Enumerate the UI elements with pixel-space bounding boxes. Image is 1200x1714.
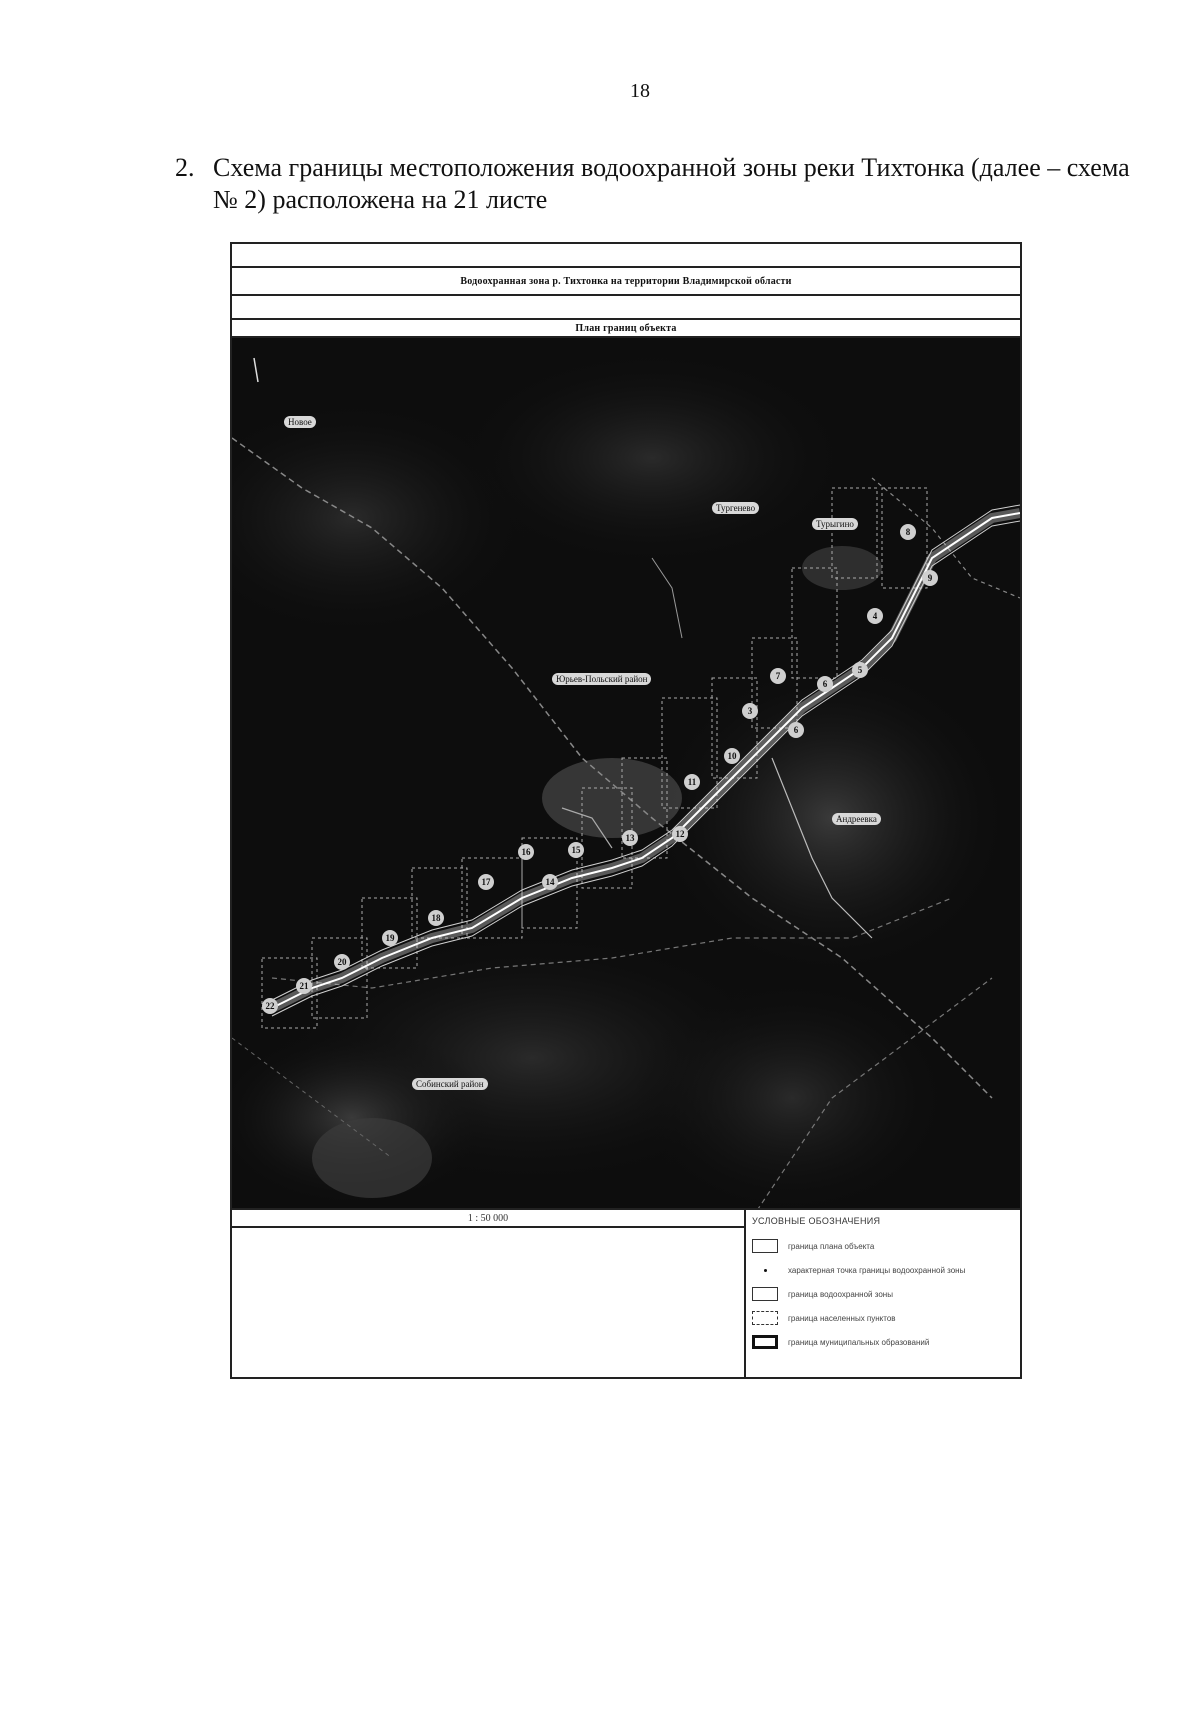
legend-item [752,1282,1014,1306]
sector-label: 6 [817,676,833,692]
legend-item [752,1234,1014,1258]
sector-label: 8 [900,524,916,540]
figure-caption [175,152,1155,216]
map-graphic [232,338,1020,1208]
sector-label: 7 [770,668,786,684]
map-scale: 1 : 50 000 [232,1210,744,1228]
sector-label: 18 [428,910,444,926]
legend-item-label: граница населенных пунктов [788,1313,896,1323]
header-band-mid [232,296,1020,320]
map-label-village-ne1: Тургенево [712,502,759,514]
legend-swatch-solid [752,1239,778,1253]
sector-label: 22 [262,998,278,1014]
map-label-district-sw: Собинский район [412,1078,488,1090]
map-legend [746,1208,1020,1377]
legend-item-label: граница плана объекта [788,1241,875,1251]
satellite-map [232,338,1020,1208]
sector-label: 9 [922,570,938,586]
header-band-top [232,244,1020,268]
sheet-title-band [232,268,1020,296]
sector-label: 6 [788,722,804,738]
legend-swatch-point [752,1263,778,1277]
caption-number: 2. [175,153,195,182]
legend-item [752,1258,1014,1282]
map-label-district-center: Юрьев-Польский район [552,673,651,685]
map-label-village-ne2: Турыгино [812,518,858,530]
sheet-title: Водоохранная зона р. Тихтонка на территории Владимирской области [460,275,792,287]
legend-swatch-solid [752,1287,778,1301]
sector-label: 5 [852,662,868,678]
sector-label: 4 [867,608,883,624]
sector-label: 19 [382,930,398,946]
map-sheet [230,242,1022,1379]
sector-label: 12 [672,826,688,842]
map-label-village-nw: Новое [284,416,316,428]
sheet-subtitle-band [232,320,1020,338]
sector-label: 16 [518,844,534,860]
scale-panel [232,1208,746,1377]
sector-label: 20 [334,954,350,970]
legend-swatch-thick [752,1335,778,1349]
legend-swatch-dashed [752,1311,778,1325]
sector-label: 11 [684,774,700,790]
legend-item-label: характерная точка границы водоохранной зоны [788,1265,966,1275]
sheet-subtitle: План границ объекта [575,322,677,334]
sector-label: 21 [296,978,312,994]
sector-label: 3 [742,703,758,719]
legend-title: УСЛОВНЫЕ ОБОЗНАЧЕНИЯ [752,1216,881,1226]
sector-label: 15 [568,842,584,858]
sector-label: 10 [724,748,740,764]
sector-label: 17 [478,874,494,890]
sector-label: 14 [542,874,558,890]
legend-item [752,1330,1014,1354]
legend-item [752,1306,1014,1330]
sector-label: 13 [622,830,638,846]
legend-item-label: граница муниципальных образований [788,1337,930,1347]
map-label-village-se: Андреевка [832,813,881,825]
legend-item-label: граница водоохранной зоны [788,1289,893,1299]
caption-text: Схема границы местоположения водоохранной зоны реки Тихтонка (далее – схема № 2) расположена на 21 листе [213,153,1130,214]
page-number: 18 [630,80,650,102]
